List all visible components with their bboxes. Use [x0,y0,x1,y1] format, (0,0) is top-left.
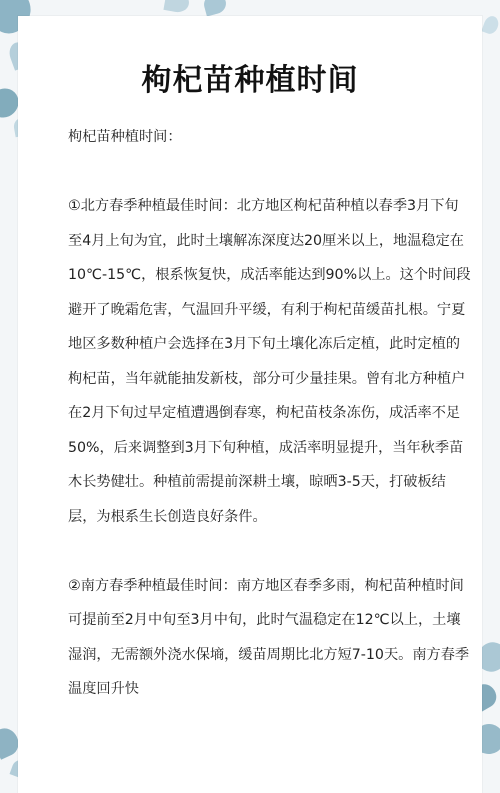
leaf-decoration [481,14,500,36]
section-subtitle: 枸杞苗种植时间： [68,129,182,145]
article-card [18,16,482,793]
leaf-decoration [202,0,228,17]
page-title: 枸杞苗种植时间 [141,63,359,98]
paragraph-gap [68,155,472,190]
paragraph-gap [68,534,472,569]
paragraph-south: ②南方春季种植最佳时间：南方地区春季多雨，枸杞苗种植时间可提前至2月中旬至3月中旬，此时气温稳定在12℃以上，土壤湿润，无需额外浇水保墒，缓苗周期比北方短7-10天。南方春季温度回升快 [68,577,470,697]
article-content [68,120,472,707]
leaf-decoration [163,0,190,14]
paragraph-north: ①北方春季种植最佳时间：北方地区枸杞苗种植以春季3月下旬至4月上旬为宜，此时土壤解冻深度达20厘米以上，地温稳定在10℃-15℃，根系恢复快，成活率能达到90%以上。这个时间段避开了晚霜危害，气温回升平缓，有利于枸杞苗缓苗扎根。宁夏地区多数种植户会选择在3月下旬土壤化冻后定植，此时定植的枸杞苗，当年就能抽发新枝，部分可少量挂果。曾有北方种植户在2月下旬过早定植遭遇倒春寒，枸杞苗枝条冻伤，成活率不足50%，后来调整到3月下旬种植，成活率明显提升，当年秋季苗木长势健壮。种植前需提前深耕土壤，晾晒3-5天，打破板结层，为根系生长创造良好条件。 [68,198,471,525]
